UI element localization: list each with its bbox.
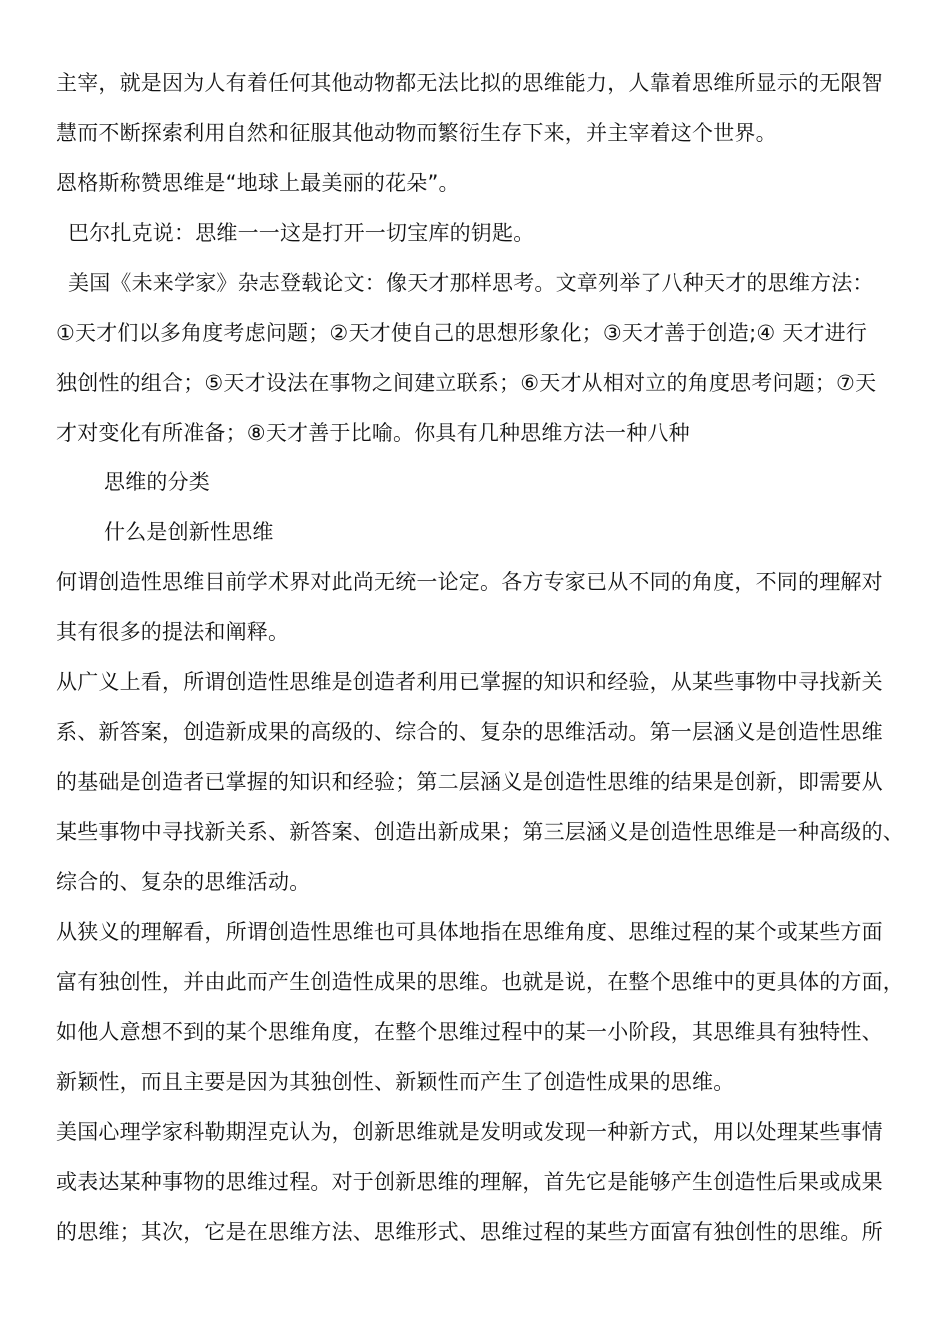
text-line: ①天才们以多角度考虑问题；②天才使自己的思想形象化；③天才善于创造;④ 天才进行 bbox=[56, 321, 868, 345]
text-line: 新颖性，而且主要是因为其独创性、新颖性而产生了创造性成果的思维。 bbox=[56, 1070, 735, 1094]
text-line: 的思维；其次，它是在思维方法、思维形式、思维过程的某些方面富有独创性的思维。所 bbox=[56, 1220, 883, 1244]
section-heading: 什么是创新性思维 bbox=[104, 520, 274, 544]
text-line: 恩格斯称赞思维是“地球上最美丽的花朵”。 bbox=[56, 171, 460, 195]
text-line: 主宰，就是因为人有着任何其他动物都无法比拟的思维能力，人靠着思维所显示的无限智 bbox=[56, 71, 883, 95]
text-line: 何谓创造性思维目前学术界对此尚无统一论定。各方专家已从不同的角度，不同的理解对 bbox=[56, 570, 883, 594]
text-line: 巴尔扎克说：思维一一这是打开一切宝库的钥匙。 bbox=[68, 221, 535, 245]
text-line: 美国《未来学家》杂志登载论文：像天才那样思考。文章列举了八种天才的思维方法： bbox=[68, 271, 874, 295]
text-line: 其有很多的提法和阐释。 bbox=[56, 620, 290, 644]
text-line: 慧而不断探索利用自然和征服其他动物而繁衍生存下来，并主宰着这个世界。 bbox=[56, 121, 777, 145]
text-line: 的基础是创造者已掌握的知识和经验；第二层涵义是创造性思维的结果是创新，即需要从 bbox=[56, 770, 883, 794]
text-line: 从广义上看，所谓创造性思维是创造者利用已掌握的知识和经验，从某些事物中寻找新关 bbox=[56, 670, 883, 694]
text-line: 从狭义的理解看，所谓创造性思维也可具体地指在思维角度、思维过程的某个或某些方面 bbox=[56, 920, 883, 944]
text-line: 才对变化有所准备；⑧天才善于比喻。你具有几种思维方法一种八种 bbox=[56, 421, 690, 445]
text-line: 美国心理学家科勒期涅克认为，创新思维就是发明或发现一种新方式，用以处理某些事情 bbox=[56, 1120, 883, 1144]
text-line: 综合的、复杂的思维活动。 bbox=[56, 870, 311, 894]
text-line: 富有独创性，并由此而产生创造性成果的思维。也就是说，在整个思维中的更具体的方面， bbox=[56, 970, 904, 994]
text-line: 或表达某种事物的思维过程。对于创新思维的理解，首先它是能够产生创造性后果或成果 bbox=[56, 1170, 883, 1194]
section-heading: 思维的分类 bbox=[104, 470, 210, 494]
text-line: 独创性的组合；⑤天才设法在事物之间建立联系；⑥天才从相对立的角度思考问题；⑦天 bbox=[56, 371, 877, 395]
text-line: 系、新答案，创造新成果的高级的、综合的、复杂的思维活动。第一层涵义是创造性思维 bbox=[56, 720, 883, 744]
text-line: 某些事物中寻找新关系、新答案、创造出新成果；第三层涵义是创造性思维是一种高级的、 bbox=[56, 820, 904, 844]
text-line: 如他人意想不到的某个思维角度，在整个思维过程中的某一小阶段，其思维具有独特性、 bbox=[56, 1020, 883, 1044]
